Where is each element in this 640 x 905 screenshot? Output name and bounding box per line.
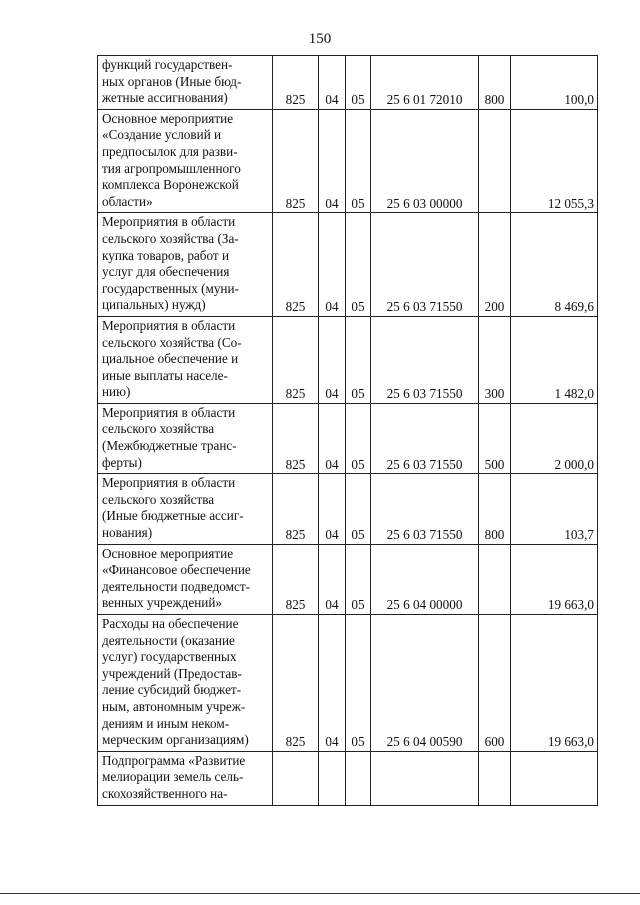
cell-name: функций государствен- ных органов (Иные бюд- жетные ассигнования) bbox=[98, 56, 273, 110]
cell-subsection: 05 bbox=[346, 213, 371, 317]
table-row bbox=[98, 751, 598, 805]
budget-table-body bbox=[98, 56, 598, 806]
cell-section bbox=[319, 751, 346, 805]
cell-subsection bbox=[346, 751, 371, 805]
cell-ministry: 825 bbox=[273, 109, 319, 213]
page-number: 150 bbox=[308, 31, 332, 47]
cell-amount: 1 482,0 bbox=[511, 316, 598, 403]
cell-expense-type bbox=[479, 544, 511, 614]
cell-amount: 103,7 bbox=[511, 474, 598, 544]
cell-name: Подпрограмма «Развитие мелиорации земель сель- скохозяйственного на- bbox=[98, 751, 273, 805]
cell-amount bbox=[511, 751, 598, 805]
cell-expense-type: 500 bbox=[479, 403, 511, 473]
cell-ministry: 825 bbox=[273, 56, 319, 110]
cell-subsection: 05 bbox=[346, 474, 371, 544]
cell-target: 25 6 03 71550 bbox=[371, 474, 479, 544]
cell-name: Мероприятия в области сельского хозяйства (Со- циальное обеспечение и иные выплаты населе- нию) bbox=[98, 316, 273, 403]
cell-name: Мероприятия в области сельского хозяйства (За- купка товаров, работ и услуг для обеспечения государственных (муни- ципальных) нужд) bbox=[98, 213, 273, 317]
cell-amount: 19 663,0 bbox=[511, 615, 598, 752]
cell-expense-type bbox=[479, 751, 511, 805]
table-row bbox=[98, 544, 598, 614]
cell-target: 25 6 03 71550 bbox=[371, 316, 479, 403]
cell-expense-type bbox=[479, 109, 511, 213]
cell-section: 04 bbox=[319, 474, 346, 544]
cell-expense-type: 300 bbox=[479, 316, 511, 403]
cell-target: 25 6 04 00590 bbox=[371, 615, 479, 752]
table-row bbox=[98, 56, 598, 110]
bottom-rule bbox=[0, 893, 640, 894]
cell-subsection: 05 bbox=[346, 316, 371, 403]
table-row bbox=[98, 403, 598, 473]
cell-ministry: 825 bbox=[273, 615, 319, 752]
cell-expense-type: 800 bbox=[479, 56, 511, 110]
cell-section: 04 bbox=[319, 56, 346, 110]
cell-target: 25 6 03 71550 bbox=[371, 403, 479, 473]
cell-name: Основное мероприятие «Создание условий и предпосылок для разви- тия агропромышленного комплекса Воронежской области» bbox=[98, 109, 273, 213]
cell-section: 04 bbox=[319, 316, 346, 403]
budget-table bbox=[97, 55, 598, 806]
cell-amount: 19 663,0 bbox=[511, 544, 598, 614]
table-row bbox=[98, 316, 598, 403]
cell-amount: 8 469,6 bbox=[511, 213, 598, 317]
cell-ministry: 825 bbox=[273, 544, 319, 614]
cell-ministry: 825 bbox=[273, 316, 319, 403]
cell-subsection: 05 bbox=[346, 615, 371, 752]
table-row bbox=[98, 109, 598, 213]
table-row bbox=[98, 213, 598, 317]
cell-target: 25 6 03 00000 bbox=[371, 109, 479, 213]
cell-section: 04 bbox=[319, 544, 346, 614]
cell-amount: 2 000,0 bbox=[511, 403, 598, 473]
cell-subsection: 05 bbox=[346, 56, 371, 110]
cell-expense-type: 800 bbox=[479, 474, 511, 544]
cell-ministry bbox=[273, 751, 319, 805]
cell-target: 25 6 01 72010 bbox=[371, 56, 479, 110]
cell-name: Мероприятия в области сельского хозяйства (Иные бюджетные ассиг- нования) bbox=[98, 474, 273, 544]
cell-target: 25 6 04 00000 bbox=[371, 544, 479, 614]
cell-expense-type: 200 bbox=[479, 213, 511, 317]
cell-subsection: 05 bbox=[346, 403, 371, 473]
cell-section: 04 bbox=[319, 403, 346, 473]
table-row bbox=[98, 615, 598, 752]
cell-subsection: 05 bbox=[346, 109, 371, 213]
cell-ministry: 825 bbox=[273, 474, 319, 544]
cell-target: 25 6 03 71550 bbox=[371, 213, 479, 317]
cell-ministry: 825 bbox=[273, 213, 319, 317]
cell-subsection: 05 bbox=[346, 544, 371, 614]
cell-amount: 12 055,3 bbox=[511, 109, 598, 213]
cell-section: 04 bbox=[319, 615, 346, 752]
cell-target bbox=[371, 751, 479, 805]
cell-name: Расходы на обеспечение деятельности (оказание услуг) государственных учреждений (Предостав- ление субсидий бюджет- ным, автономным учреж- дениям и иным неком- мерческим организациям) bbox=[98, 615, 273, 752]
cell-ministry: 825 bbox=[273, 403, 319, 473]
table-row bbox=[98, 474, 598, 544]
cell-name: Основное мероприятие «Финансовое обеспечение деятельности подведомст- венных учреждений» bbox=[98, 544, 273, 614]
cell-section: 04 bbox=[319, 109, 346, 213]
cell-section: 04 bbox=[319, 213, 346, 317]
cell-amount: 100,0 bbox=[511, 56, 598, 110]
cell-expense-type: 600 bbox=[479, 615, 511, 752]
cell-name: Мероприятия в области сельского хозяйства (Межбюджетные транс- ферты) bbox=[98, 403, 273, 473]
